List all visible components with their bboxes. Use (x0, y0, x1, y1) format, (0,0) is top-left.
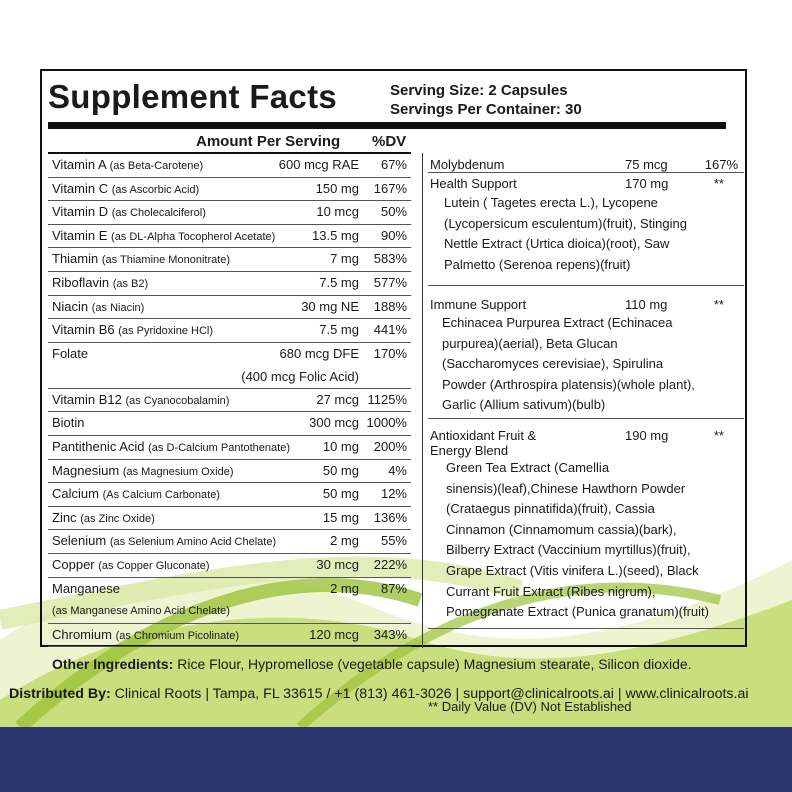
ingredient-line: Grape Extract (Vitis vinifera L.)(seed), Black (446, 562, 699, 578)
nutrient-amount: 27 mcg (316, 391, 359, 407)
nutrient-amount: 7 mg (330, 251, 359, 267)
nutrient-dv: 577% (373, 274, 407, 290)
nutrient-dv: 167% (373, 180, 407, 196)
nutrient-name: Copper (52, 556, 95, 572)
nutrient-dv: 188% (373, 298, 407, 314)
table-row (48, 296, 411, 320)
nutrient-dv: 55% (380, 533, 407, 549)
blend-ingredients (444, 193, 740, 275)
nutrient-name: Vitamin D (52, 204, 109, 220)
table-row (48, 201, 411, 225)
ingredient-line: Pomegranate Extract (Punica granatum)(fruit) (446, 604, 709, 620)
ingredient-line: Garlic (Allium sativum)(bulb) (442, 397, 606, 413)
nutrient-source: (as Zinc Oxide) (80, 512, 155, 525)
ingredient-line: Echinacea Purpurea Extract (Echinacea (442, 315, 673, 330)
other-ingredients-label: Other Ingredients: (52, 656, 174, 672)
table-row (48, 389, 411, 413)
table-row (48, 436, 411, 460)
column-header-amount: Amount Per Serving (196, 133, 341, 150)
ingredient-line: Powder (Arthrospira platensis)(whole plant), (442, 376, 695, 392)
distributor-label: Distributed By: (9, 686, 111, 702)
servings-per-container: Servings Per Container: 30 (390, 101, 582, 118)
nutrient-amount: 600 mcg RAE (278, 157, 359, 172)
serving-info (390, 81, 582, 119)
nutrient-source: (as Chromium Picolinate) (115, 629, 240, 642)
bottom-color-band (0, 727, 792, 792)
nutrient-dv: 222% (373, 556, 407, 572)
nutrient-amount: 10 mcg (316, 204, 359, 220)
blend-amount: 190 mg (625, 428, 669, 443)
nutrient-name: Zinc (52, 509, 77, 525)
nutrient-amount: 30 mcg (316, 556, 359, 572)
nutrient-amount: 2 mg (330, 533, 359, 549)
table-row (48, 554, 411, 578)
nutrient-name: Calcium (52, 486, 99, 502)
table-row (48, 460, 411, 484)
nutrient-name: Magnesium (52, 462, 120, 478)
table-row-molybdenum (428, 154, 744, 173)
nutrient-name: Vitamin C (52, 180, 109, 196)
ingredient-line: Currant Fruit Extract (Ribes nigrum), (446, 583, 656, 599)
table-row (48, 412, 411, 436)
table-row (48, 248, 411, 272)
table-row (48, 530, 411, 554)
blend-dv: ** (713, 428, 724, 443)
blend-amount: 110 mg (625, 297, 668, 312)
nutrient-amount: 13.5 mg (312, 227, 359, 243)
nutrient-source: (as Manganese Amino Acid Chelate) (52, 604, 230, 617)
serving-size: Serving Size: 2 Capsules (390, 82, 568, 99)
nutrient-amount: 2 mg (330, 580, 359, 596)
nutrient-dv: 1125% (367, 391, 407, 407)
blend-amount: 170 mg (625, 176, 669, 191)
ingredient-line: Lutein ( Tagetes erecta L.), Lycopene (444, 195, 658, 210)
nutrient-name: Riboflavin (52, 274, 110, 290)
table-row (48, 225, 411, 249)
nutrient-amount: 7.5 mg (319, 322, 359, 338)
nutrient-name: Folate (52, 345, 89, 361)
blend-name: Health Support (430, 176, 517, 191)
nutrient-dv: 343% (373, 626, 407, 642)
nutrient-source: (as B2) (112, 277, 149, 290)
nutrient-amount: 50 mg (322, 462, 359, 478)
nutrient-dv: 67% (380, 157, 407, 172)
nutrient-source: (as Copper Gluconate) (98, 559, 210, 572)
nutrient-name: Vitamin A (52, 157, 106, 172)
ingredient-line: Green Tea Extract (Camellia (446, 460, 610, 475)
other-ingredients-text: Rice Flour, Hypromellose (vegetable capsule) Magnesium stearate, Silicon dioxide. (177, 656, 692, 672)
nutrient-dv: 200% (373, 438, 407, 454)
folate-folic-acid: (400 mcg Folic Acid) (241, 368, 359, 384)
nutrient-dv: 90% (380, 227, 407, 243)
table-row (48, 624, 411, 648)
nutrient-dv: 12% (380, 486, 407, 502)
other-ingredients (52, 656, 692, 672)
nutrient-name: Vitamin B6 (52, 322, 115, 338)
blend-name-line-2: Energy Blend (430, 443, 509, 458)
nutrient-amount: 120 mcg (309, 626, 359, 642)
ingredient-line: Bilberry Extract (Vaccinium myrtillus)(fruit), (446, 542, 691, 558)
nutrient-dv: 50% (380, 204, 407, 220)
nutrient-name: Thiamin (52, 251, 99, 267)
table-row (48, 507, 411, 531)
column-divider (422, 153, 423, 648)
nutrient-source: (as Thiamine Mononitrate) (101, 254, 231, 267)
nutrient-source: (as D-Calcium Pantothenate) (148, 441, 290, 454)
blend-name: Immune Support (430, 297, 527, 312)
nutrient-amount: 15 mg (322, 509, 359, 525)
table-row-folate (48, 343, 411, 389)
nutrient-dv: 583% (373, 251, 407, 267)
nutrient-source: (as Cholecalciferol) (111, 207, 206, 220)
nutrient-source: (as DL-Alpha Tocopherol Acetate) (111, 230, 276, 243)
nutrient-name: Niacin (52, 298, 89, 314)
title-divider (48, 122, 726, 129)
nutrient-amount: 680 mcg DFE (279, 345, 359, 361)
nutrient-source: (As Calcium Carbonate) (102, 489, 220, 502)
nutrient-source: (as Cyanocobalamin) (125, 394, 230, 407)
nutrient-name: Manganese (52, 580, 120, 596)
nutrient-name: Molybdenum (430, 157, 505, 172)
ingredient-line: sinensis)(leaf),Chinese Hawthorn Powder (446, 480, 686, 496)
ingredient-line: Cinnamon (Cinnamomum cassia)(bark), (446, 521, 677, 537)
nutrient-source: (as Beta-Carotene) (109, 160, 204, 172)
table-row (48, 154, 411, 178)
nutrient-amount: 30 mg NE (301, 298, 359, 314)
table-row (48, 483, 411, 507)
nutrient-amount: 300 mcg (309, 415, 359, 431)
dv-footnote: ** Daily Value (DV) Not Established (428, 699, 632, 714)
table-row-manganese (48, 578, 411, 624)
ingredient-line: purpurea)(aerial), Beta Glucan (442, 335, 618, 351)
nutrient-dv: 170% (373, 345, 407, 361)
nutrient-dv: 4% (388, 462, 407, 478)
blend-ingredients (446, 458, 742, 623)
nutrient-table (48, 154, 411, 647)
ingredient-line: Nettle Extract (Urtica dioica)(root), Saw (444, 236, 670, 252)
nutrient-source: (as Selenium Amino Acid Chelate) (109, 536, 277, 549)
blend-ingredients (442, 313, 738, 416)
nutrient-source: (as Pyridoxine HCl) (118, 325, 214, 338)
panel-title: Supplement Facts (48, 78, 338, 115)
blend-antioxidant (428, 419, 744, 629)
nutrient-name: Vitamin B12 (52, 391, 122, 407)
ingredient-line: (Saccharomyces cerevisiae), Spirulina (442, 356, 664, 372)
nutrient-dv: 441% (373, 322, 407, 338)
nutrient-name: Pantithenic Acid (52, 438, 145, 454)
nutrient-dv: 136% (373, 509, 407, 525)
nutrient-amount: 150 mg (315, 180, 359, 196)
nutrient-source: (as Magnesium Oxide) (122, 465, 234, 478)
column-header-dv: %DV (372, 133, 407, 150)
ingredient-line: Palmetto (Serenoa repens)(fruit) (444, 256, 631, 272)
table-row (48, 178, 411, 202)
nutrient-name: Chromium (52, 626, 112, 642)
ingredient-line: (Lycopersicum esculentum)(fruit), Stinging (444, 215, 687, 231)
distributor-info (9, 686, 749, 702)
distributor-text: Clinical Roots | Tampa, FL 33615 / +1 (813) 461-3026 | support@clinicalroots.ai | www.clinicalroots.ai (114, 686, 749, 702)
nutrient-dv: 167% (704, 157, 738, 172)
nutrient-name: Vitamin E (52, 227, 108, 243)
blend-dv: ** (713, 297, 724, 312)
nutrient-dv: 87% (380, 580, 407, 596)
nutrient-source: (as Ascorbic Acid) (111, 183, 200, 196)
nutrient-name: Biotin (52, 415, 85, 431)
nutrient-amount: 7.5 mg (319, 274, 359, 290)
nutrient-amount: 10 mg (322, 438, 359, 454)
nutrient-source: (as Niacin) (91, 301, 145, 314)
blend-name: Antioxidant Fruit & (430, 428, 537, 443)
blend-dv: ** (713, 176, 724, 191)
table-row (48, 272, 411, 296)
blend-health-support (428, 173, 744, 286)
nutrient-dv: 1000% (366, 415, 407, 431)
nutrient-amount: 75 mcg (625, 157, 668, 172)
table-row (48, 319, 411, 343)
nutrient-name: Selenium (52, 533, 107, 549)
nutrient-amount: 50 mg (322, 486, 359, 502)
blend-immune-support (428, 286, 744, 419)
ingredient-line: (Crataegus pinnatifida)(fruit), Cassia (446, 501, 655, 517)
